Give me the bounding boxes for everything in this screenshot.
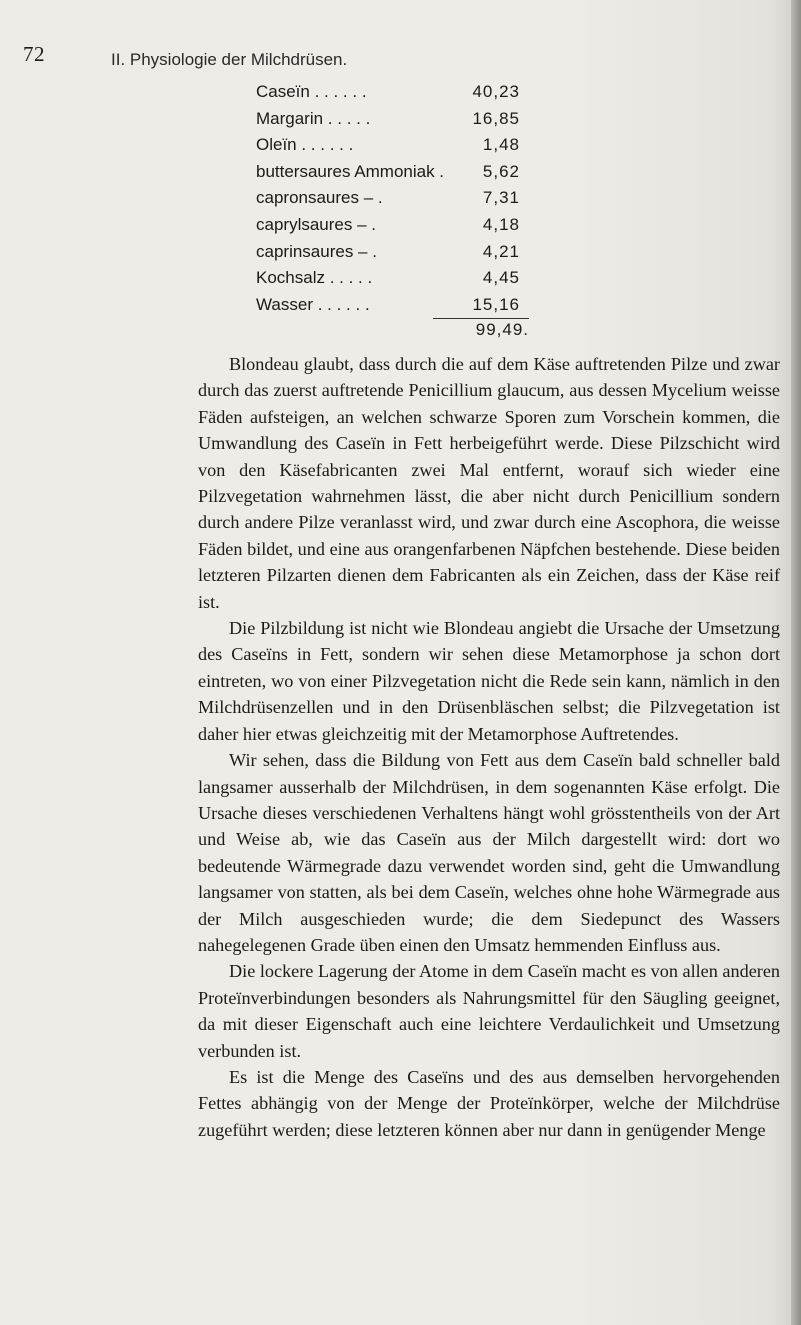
page-edge	[791, 0, 801, 1325]
row-value: 40,23	[472, 82, 520, 101]
row-value: 5,62	[482, 161, 520, 181]
row-value: 7,31	[482, 188, 520, 208]
row-label: Caseïn . . . . . .	[256, 82, 367, 101]
table-total: 99,49.	[475, 320, 529, 339]
page-number: 72	[23, 42, 45, 66]
row-label: Kochsalz . . . . .	[256, 268, 373, 288]
row-value: 1,48	[482, 135, 520, 155]
row-label: Margarin . . . . .	[256, 108, 371, 128]
row-label: Oleïn . . . . . .	[256, 135, 354, 155]
table-row	[256, 268, 576, 295]
paragraph: Die Pilzbildung ist nicht wie Blondeau angiebt die Ursache der Umsetzung des Caseïns in Fett, sondern wir sehen diese Metamorphose ja schon dort eintreten, wo von einer Pilzvegetation nicht die Rede sein kann, nämlich in den Milchdrüsenzellen und in den Drüsenbläschen selbst; die Pilzvegetation ist daher hier etwas gleichzeitig mit der Metamorphose Auftretendes.	[198, 618, 780, 744]
row-label: Wasser . . . . . .	[256, 294, 370, 314]
table-row	[256, 82, 576, 109]
composition-table	[256, 82, 576, 321]
row-value: 4,45	[482, 268, 520, 288]
row-label: caprinsaures – .	[256, 241, 377, 261]
row-value: 4,21	[482, 241, 520, 261]
paragraph: Blondeau glaubt, dass durch die auf dem Käse auftretenden Pilze und zwar durch das zuerst auftretende Penicillium glaucum, aus dessen Mycelium weisse Fäden aufsteigen, an welchen schwarze Sporen zum Vorschein kommen, die Umwandlung des Caseïn in Fett herbeigeführt werde. Diese Pilzschicht wird von den Käsefabricanten zwei Mal entfernt, worauf sich wieder eine Pilzvegetation wahrnehmen lässt, die aber nicht durch Penicillium sondern durch andere Pilze veranlasst wird, und zwar durch eine Ascophora, die weisse Fäden bildet, und eine aus orangenfarbenen Näpfchen bestehende. Diese beiden letzteren Pilzarten dienen dem Fabricanten als ein Zeichen, dass der Käse reif ist.	[198, 354, 780, 612]
paragraph: Es ist die Menge des Caseïns und des aus demselben hervorgehenden Fettes abhängig von der Menge der Proteïnkörper, welche der Milchdrüse zugeführt werden; diese letzteren können aber nur dann in genügender Menge	[198, 1066, 780, 1140]
row-value: 16,85	[472, 108, 520, 128]
table-row	[256, 162, 576, 189]
paragraph: Wir sehen, dass die Bildung von Fett aus dem Caseïn bald schneller bald langsamer ausserhalb der Milchdrüsen, in dem sogenannten Käse erfolgt. Die Ursache dieses verschiedenen Verhaltens hängt wohl grösstentheils von der Art und Weise ab, wie das Caseïn aus der Milch dargestellt wird: dort wo bedeutende Wärmegrade dazu verwendet worden sind, geht die Umwandlung langsamer von statten, als bei dem Caseïn, welches ohne hohe Wärmegrade aus der Milch ausgeschieden wurde; die dem Siedepunct des Wassers nahegelegenen Grade üben einen den Umsatz hemmenden Einfluss aus.	[198, 750, 780, 955]
table-row	[256, 188, 576, 215]
body-text	[198, 351, 780, 1143]
table-row	[256, 215, 576, 242]
sum-rule	[433, 318, 529, 319]
table-row	[256, 135, 576, 162]
row-value: 15,16	[472, 294, 520, 314]
row-label: caprylsaures – .	[256, 214, 376, 234]
row-label: capronsaures – .	[256, 188, 383, 208]
table-row	[256, 109, 576, 136]
row-label: buttersaures Ammoniak .	[256, 161, 445, 181]
paragraph: Die lockere Lagerung der Atome in dem Caseïn macht es von allen anderen Proteïnverbindungen besonders als Nahrungsmittel für den Säugling geeignet, da mit dieser Eigenschaft auch eine leichtere Verdaulichkeit und Umsetzung verbunden ist.	[198, 961, 780, 1061]
table-row	[256, 242, 576, 269]
running-head: II. Physiologie der Milchdrüsen.	[111, 50, 348, 69]
row-value: 4,18	[482, 214, 520, 234]
